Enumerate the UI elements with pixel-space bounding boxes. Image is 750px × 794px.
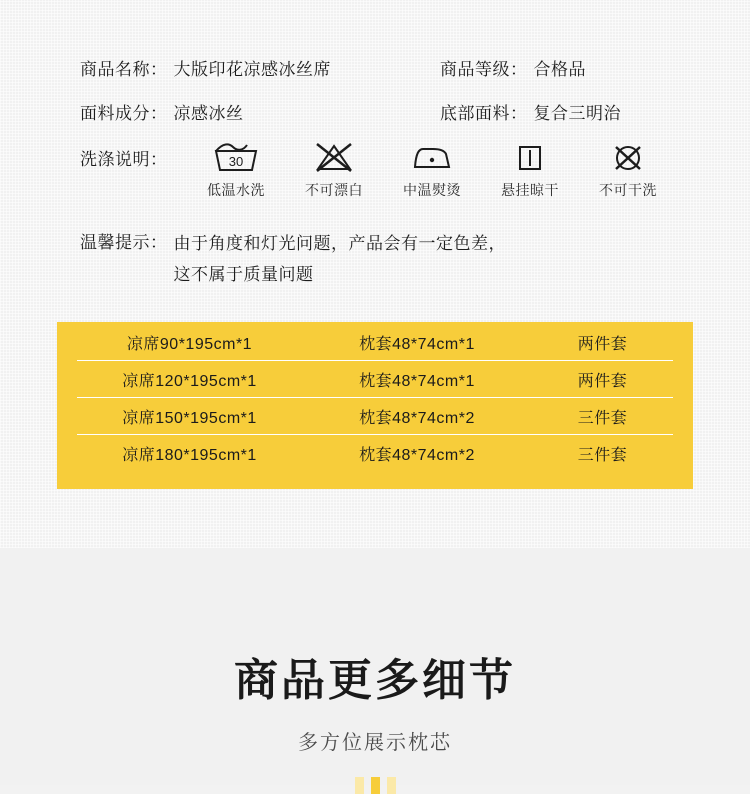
wash-item-iron: [396, 140, 468, 200]
spec-label-wash-instructions: 洗涤说明：: [80, 150, 168, 169]
spec-row-product-grade: [440, 55, 586, 80]
table-cell-set: 三件套: [577, 446, 628, 464]
spec-row-tip: [80, 228, 604, 290]
banner-dot-2: [371, 777, 380, 794]
table-cell-pillowcase: 枕套48*74cm*2: [359, 446, 475, 464]
spec-label-product-name: 商品名称：: [80, 60, 168, 79]
banner-subtitle: 多方位展示枕芯: [298, 732, 452, 754]
spec-label-product-grade: 商品等级：: [440, 60, 528, 79]
banner-dot-1: [355, 777, 364, 794]
table-cell-mat: 凉席180*195cm*1: [122, 446, 257, 464]
wash-caption-no-dry-clean: 不可干洗: [599, 182, 657, 198]
table-cell-mat: 凉席150*195cm*1: [122, 409, 257, 427]
spec-label-fabric-composition: 面料成分：: [80, 104, 168, 123]
spec-value-product-grade: 合格品: [533, 60, 586, 79]
table-row: [77, 361, 673, 398]
wash-caption-line-dry: 悬挂晾干: [501, 182, 559, 198]
wash-caption-no-bleach: 不可漂白: [305, 182, 363, 198]
spec-value-tip: [174, 228, 604, 290]
table-row: [77, 435, 673, 471]
table-cell-mat: 凉席90*195cm*1: [126, 335, 253, 353]
banner-dot-group: [0, 777, 750, 794]
more-details-banner: [0, 548, 750, 785]
line-dry-hang-icon: [494, 140, 566, 174]
svg-text:30: 30: [228, 154, 244, 169]
spec-label-tip: 温馨提示：: [80, 233, 168, 252]
spec-row-bottom-fabric: [440, 99, 621, 124]
wash-tub-30-icon: [200, 140, 272, 174]
spec-value-bottom-fabric: 复合三明治: [533, 104, 621, 123]
banner-title: 商品更多细节: [234, 655, 516, 706]
wash-caption-machine-wash: 低温水洗: [207, 182, 265, 198]
wash-item-machine-wash: [200, 140, 272, 200]
table-cell-mat: 凉席120*195cm*1: [122, 372, 257, 390]
table-cell-pillowcase: 枕套48*74cm*1: [359, 335, 475, 353]
table-cell-pillowcase: 枕套48*74cm*2: [359, 409, 475, 427]
table-row: [77, 324, 673, 361]
banner-dot-3: [387, 777, 396, 794]
table-cell-pillowcase: 枕套48*74cm*1: [359, 372, 475, 390]
table-cell-set: 三件套: [577, 409, 628, 427]
tip-line-1: 由于角度和灯光问题，产品会有一定色差，: [173, 234, 506, 253]
table-cell-set: 两件套: [577, 372, 628, 390]
no-dry-clean-icon: [592, 140, 664, 174]
size-table: [57, 322, 693, 489]
table-cell-set: 两件套: [577, 335, 628, 353]
spec-value-fabric-composition: 凉感冰丝: [173, 104, 244, 123]
spec-row-wash-instructions: [80, 145, 168, 170]
spec-label-bottom-fabric: 底部面料：: [440, 104, 528, 123]
wash-icon-group: [200, 140, 664, 200]
spec-value-product-name: 大版印花凉感冰丝席: [173, 60, 331, 79]
wash-item-line-dry: [494, 140, 566, 200]
spec-row-fabric-composition: [80, 99, 244, 124]
wash-item-no-bleach: [298, 140, 370, 200]
wash-item-no-dry-clean: [592, 140, 664, 200]
wash-caption-iron: 中温熨烫: [403, 182, 461, 198]
spec-row-product-name: [80, 55, 331, 80]
iron-one-dot-icon: [396, 140, 468, 174]
tip-line-2: 这不属于质量问题: [173, 265, 314, 284]
table-row: [77, 398, 673, 435]
no-bleach-triangle-icon: [298, 140, 370, 174]
